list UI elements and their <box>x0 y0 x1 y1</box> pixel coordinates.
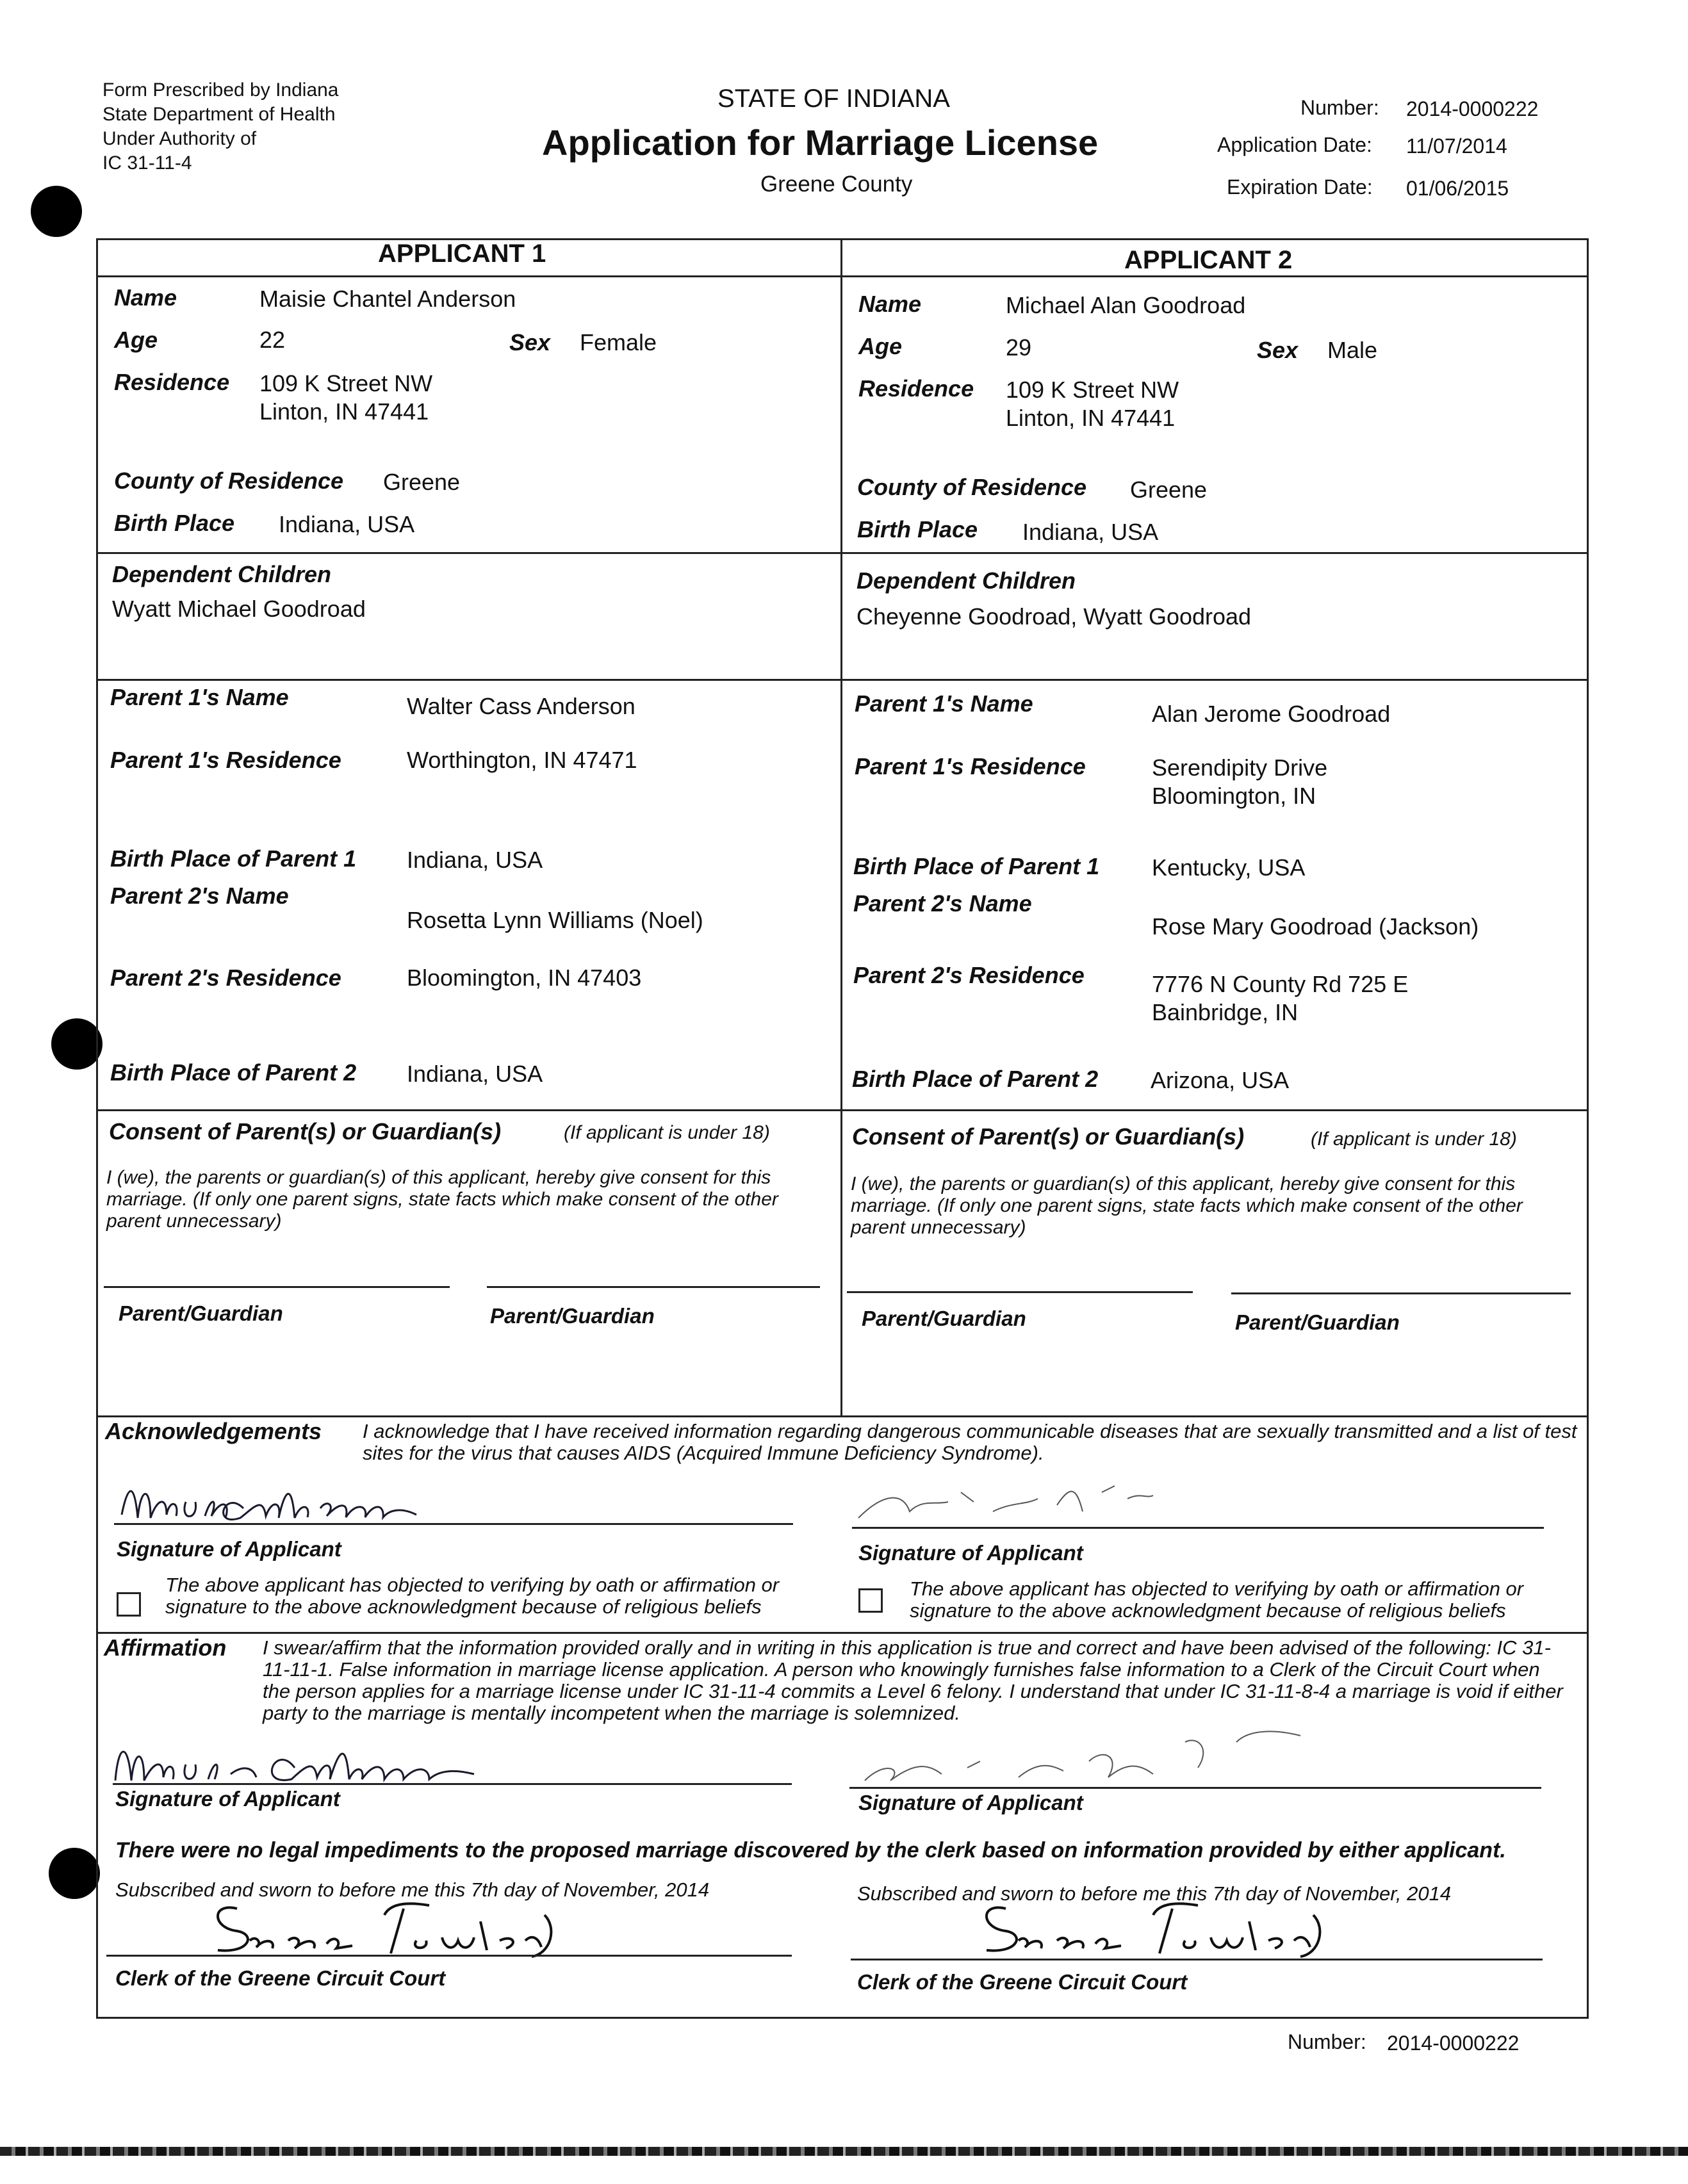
applicant2-parent1-residence-line1: Serendipity Drive <box>1152 754 1328 781</box>
applicant1-parent-guardian-label-2: Parent/Guardian <box>490 1304 655 1328</box>
applicant1-parent1-birthplace-label: Birth Place of Parent 1 <box>110 845 357 872</box>
applicant1-parent1-name: Walter Cass Anderson <box>407 693 635 719</box>
applicant2-residence-line1: 109 K Street NW <box>1006 377 1179 403</box>
license-number: 2014-0000222 <box>1406 97 1539 120</box>
impediments-statement: There were no legal impediments to the proposed marriage discovered by the clerk based on information provided by either applicant. <box>115 1838 1506 1862</box>
applicant1-parent2-residence-label: Parent 2's Residence <box>110 965 341 991</box>
applicant1-religious-objection-text: The above applicant has objected to verifying by oath or affirmation or signature to the above acknowledgment because of religious beliefs <box>165 1574 780 1618</box>
applicant2-parent2-birthplace: Arizona, USA <box>1151 1067 1290 1093</box>
consent-rule <box>96 1109 1589 1111</box>
punch-hole-bottom <box>49 1848 100 1899</box>
applicant1-county: Greene <box>383 469 461 495</box>
applicant1-county-label: County of Residence <box>114 468 344 494</box>
applicant2-consent-note: (If applicant is under 18) <box>1311 1129 1517 1150</box>
applicant2-parent-guardian-line-2 <box>1231 1292 1571 1294</box>
state-name: STATE OF INDIANA <box>717 85 950 113</box>
applicant2-parent1-residence-line2: Bloomington, IN <box>1152 783 1316 809</box>
applicant1-consent-note: (If applicant is under 18) <box>564 1122 770 1143</box>
expiration-date-label: Expiration Date: <box>1227 175 1373 199</box>
applicant2-acknowledgement-signature-line <box>852 1527 1544 1529</box>
column-divider <box>840 238 842 1417</box>
applicant2-birthplace: Indiana, USA <box>1022 519 1159 545</box>
applicant2-children: Cheyenne Goodroad, Wyatt Goodroad <box>856 603 1252 630</box>
clerk-signature-line-2 <box>851 1959 1543 1960</box>
applicant2-name: Michael Alan Goodroad <box>1006 292 1246 318</box>
children-rule <box>96 552 1589 554</box>
applicant1-age-label: Age <box>114 327 158 353</box>
applicant2-children-label: Dependent Children <box>856 567 1076 594</box>
applicant2-parent2-residence-line2: Bainbridge, IN <box>1152 999 1299 1025</box>
applicant2-age: 29 <box>1006 334 1032 361</box>
applicant1-acknowledgement-signature-line <box>114 1523 793 1525</box>
applicant2-affirmation-signature-label: Signature of Applicant <box>858 1791 1083 1814</box>
applicant2-sex: Male <box>1327 337 1378 363</box>
applicant1-residence-label: Residence <box>114 369 230 395</box>
applicant1-parent2-birthplace-label: Birth Place of Parent 2 <box>110 1059 357 1086</box>
applicant2-subscribed-text: Subscribed and sworn to before me this 7th day of November, 2014 <box>857 1882 1452 1905</box>
applicant1-parent-guardian-label-1: Parent/Guardian <box>119 1301 283 1325</box>
applicant1-residence-line2: Linton, IN 47441 <box>259 398 429 425</box>
applicant1-sex-label: Sex <box>509 329 551 355</box>
prescribed-line: IC 31-11-4 <box>102 152 192 174</box>
applicant2-parent-guardian-label-1: Parent/Guardian <box>862 1307 1026 1330</box>
applicant2-religious-objection-checkbox[interactable] <box>858 1588 883 1613</box>
applicant2-affirmation-signature-line <box>849 1787 1541 1789</box>
applicant1-heading: APPLICANT 1 <box>378 240 546 268</box>
applicant1-residence-line1: 109 K Street NW <box>259 370 433 396</box>
expiration-date: 01/06/2015 <box>1406 177 1509 200</box>
acknowledgements-text: I acknowledge that I have received information regarding dangerous communicable diseases that are sexually transmitted and a list of test sites for the virus that causes AIDS (Acquired Immune Deficiency Syndrome). <box>363 1420 1577 1464</box>
applicant1-consent-text: I (we), the parents or guardian(s) of this applicant, hereby give consent for this marriage. (If only one parent signs, state facts which make consent of the other parent unnecessary) <box>106 1167 778 1232</box>
applicant2-parent1-birthplace: Kentucky, USA <box>1152 854 1306 881</box>
applicant1-parent-guardian-line-2 <box>487 1286 820 1288</box>
applicant1-name-label: Name <box>114 284 177 311</box>
punch-hole-top <box>31 186 82 237</box>
prescribed-line: Form Prescribed by Indiana <box>102 79 339 101</box>
county-name: Greene County <box>760 172 913 197</box>
prescribed-by <box>102 78 339 175</box>
applicant1-birthplace-label: Birth Place <box>114 510 235 536</box>
prescribed-line: Under Authority of <box>102 128 257 149</box>
applicant1-acknowledgement-signature-label: Signature of Applicant <box>117 1537 341 1561</box>
applicant1-parent1-name-label: Parent 1's Name <box>110 684 289 710</box>
applicant1-birthplace: Indiana, USA <box>279 511 415 537</box>
applicant2-birthplace-label: Birth Place <box>857 516 978 542</box>
clerk-signature-line-1 <box>106 1955 792 1957</box>
applicant1-parent2-name-label: Parent 2's Name <box>110 883 289 909</box>
applicant2-name-label: Name <box>858 291 922 317</box>
punch-hole-middle <box>51 1018 102 1070</box>
applicant1-subscribed-text: Subscribed and sworn to before me this 7th day of November, 2014 <box>115 1878 710 1901</box>
applicant1-parent1-birthplace: Indiana, USA <box>407 847 543 873</box>
applicant2-acknowledgement-signature-label: Signature of Applicant <box>858 1541 1083 1565</box>
applicant2-consent-text: I (we), the parents or guardian(s) of this applicant, hereby give consent for this marriage. (If only one parent signs, state facts which make consent of the other parent unnecessary) <box>851 1173 1523 1238</box>
applicant2-heading: APPLICANT 2 <box>1124 246 1293 274</box>
applicant1-parent1-residence-label: Parent 1's Residence <box>110 747 341 773</box>
applicant1-children-label: Dependent Children <box>112 561 332 587</box>
acknowledgements-title: Acknowledgements <box>105 1418 322 1444</box>
prescribed-line: State Department of Health <box>102 104 336 125</box>
applicant2-residence-line2: Linton, IN 47441 <box>1006 405 1176 431</box>
applicant2-county-label: County of Residence <box>857 474 1087 500</box>
parents-rule <box>96 679 1589 681</box>
footer-number: 2014-0000222 <box>1387 2032 1520 2055</box>
applicant2-parent1-residence-label: Parent 1's Residence <box>855 753 1086 779</box>
applicant1-parent-guardian-line-1 <box>104 1286 450 1288</box>
applicant2-parent-guardian-line-1 <box>847 1291 1193 1293</box>
form-title: Application for Marriage License <box>542 122 1099 163</box>
applicant2-parent1-name: Alan Jerome Goodroad <box>1152 701 1391 727</box>
applicant2-parent2-birthplace-label: Birth Place of Parent 2 <box>852 1066 1099 1092</box>
applicant1-affirmation-signature-line <box>113 1783 792 1785</box>
applicant2-consent-title: Consent of Parent(s) or Guardian(s) <box>852 1123 1245 1150</box>
applicant1-affirmation-signature-label: Signature of Applicant <box>115 1787 340 1811</box>
applicant2-parent2-residence-label: Parent 2's Residence <box>853 962 1085 988</box>
applicant1-consent-title: Consent of Parent(s) or Guardian(s) <box>109 1118 502 1145</box>
number-label: Number: <box>1300 96 1379 119</box>
clerk-label-2: Clerk of the Greene Circuit Court <box>857 1970 1188 1994</box>
applicant1-religious-objection-checkbox[interactable] <box>117 1592 141 1617</box>
applicant2-county: Greene <box>1130 477 1208 503</box>
applicant2-parent2-name-label: Parent 2's Name <box>853 890 1032 917</box>
applicant2-parent1-birthplace-label: Birth Place of Parent 1 <box>853 853 1100 879</box>
applicant1-parent1-residence-line1: Worthington, IN 47471 <box>407 747 637 773</box>
applicant1-age: 22 <box>259 327 286 353</box>
applicant2-age-label: Age <box>858 333 903 359</box>
applicant1-parent2-birthplace: Indiana, USA <box>407 1061 543 1087</box>
affirmation-title: Affirmation <box>104 1634 227 1661</box>
applicant2-parent2-residence-line1: 7776 N County Rd 725 E <box>1152 971 1409 997</box>
scan-edge-strip <box>0 2147 1688 2156</box>
applicant2-parent2-name: Rose Mary Goodroad (Jackson) <box>1152 913 1479 940</box>
applicant1-children: Wyatt Michael Goodroad <box>112 596 366 622</box>
clerk-label-1: Clerk of the Greene Circuit Court <box>115 1966 446 1990</box>
application-date: 11/07/2014 <box>1406 134 1507 158</box>
applicant2-religious-objection-text: The above applicant has objected to verifying by oath or affirmation or signature to the above acknowledgment because of religious beliefs <box>910 1577 1524 1622</box>
applicant2-residence-label: Residence <box>858 375 974 402</box>
applicant1-sex: Female <box>580 329 657 355</box>
applicant1-name: Maisie Chantel Anderson <box>259 286 516 312</box>
applicant2-parent-guardian-label-2: Parent/Guardian <box>1235 1310 1400 1334</box>
applicant1-acknowledgement-signature <box>115 1470 474 1540</box>
application-date-label: Application Date: <box>1217 133 1372 156</box>
clerk-signature-applicant2 <box>967 1889 1326 1966</box>
applicant2-sex-label: Sex <box>1257 337 1299 363</box>
acknowledgement-rule <box>96 1415 1589 1417</box>
affirmation-text: I swear/affirm that the information provided orally and in writing in this application is true and correct and have been advised of the following: IC 31-11-11-1. False information in marriage license application. A person who knowingly furnishes false information to a Clerk of the Circuit Court when the person applies for a marriage license under IC 31-11-4 commits a Level 6 felony. I understand that under IC 31-11-8-4 a marriage is void if either party to the marriage is mentally incompetent when the marriage is solemnized. <box>263 1636 1563 1724</box>
applicant1-parent2-residence-line1: Bloomington, IN 47403 <box>407 965 642 991</box>
heading-rule <box>96 275 1589 277</box>
affirmation-rule <box>96 1632 1589 1634</box>
applicant2-parent1-name-label: Parent 1's Name <box>855 690 1033 717</box>
footer-number-label: Number: <box>1288 2030 1366 2053</box>
applicant1-parent2-name: Rosetta Lynn Williams (Noel) <box>407 907 703 933</box>
